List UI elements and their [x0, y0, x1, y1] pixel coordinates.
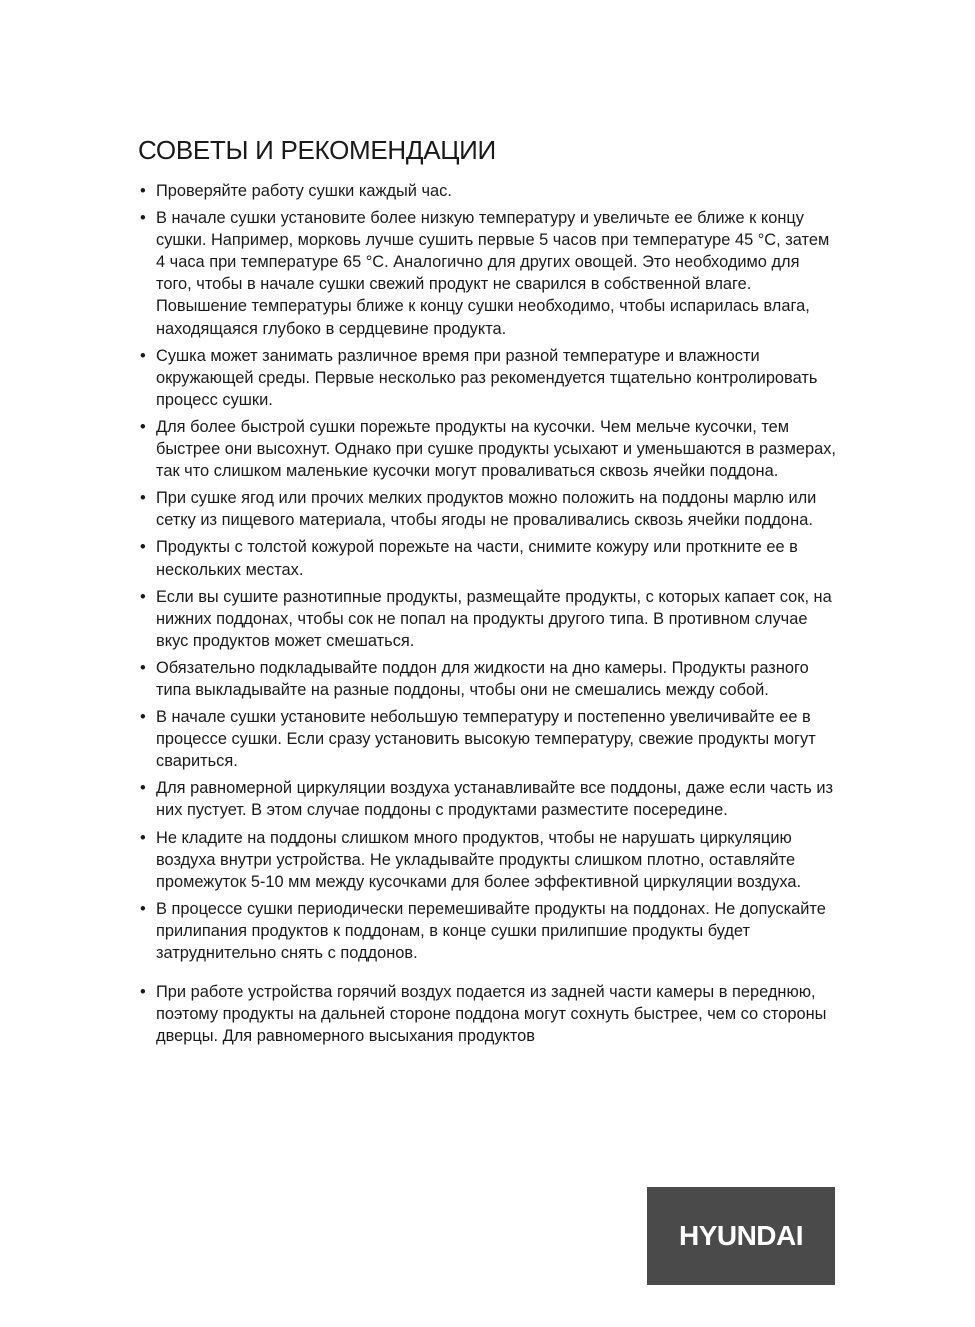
- tip-text: В начале сушки установите более низкую температуру и увеличьте ее ближе к концу сушки. Например, морковь лучше сушить первые 5 часов при температуре 45 °C, затем 4 часа при температуре 65 °C. Аналогично для других овощей. Это необходимо для того, чтобы в начале сушки свежий продукт не сварился в собственной влаге. Повышение температуры ближе к концу сушки необходимо, чтобы испарилась влага, находящаяся глубоко в сердцевине продукта.: [156, 209, 830, 338]
- tip-item: [138, 345, 838, 411]
- tip-item: [138, 827, 838, 893]
- bullet-icon: •: [140, 658, 146, 677]
- bullet-icon: •: [140, 489, 146, 508]
- tip-text: Обязательно подкладывайте поддон для жидкости на дно камеры. Продукты разного типа выкладывайте на разные поддоны, чтобы они не смешались между собой.: [156, 658, 809, 699]
- bullet-icon: •: [140, 417, 146, 436]
- bullet-icon: •: [140, 209, 146, 228]
- tip-text: Не кладите на поддоны слишком много продуктов, чтобы не нарушать циркуляцию воздуха внутри устройства. Не укладывайте продукты слишком плотно, оставляйте промежуток 5-10 мм между кусочками для более эффективной циркуляции воздуха.: [156, 828, 802, 891]
- tip-item: [138, 487, 838, 531]
- tip-item: [138, 981, 838, 1047]
- tip-text: Для более быстрой сушки порежьте продукты на кусочки. Чем мельче кусочки, тем быстрее они высохнут. Однако при сушке продукты усыхают и уменьшаются в размерах, так что слишком маленькие кусочки могут проваливаться сквозь ячейки поддона.: [156, 417, 836, 481]
- tip-item: [138, 536, 838, 580]
- tip-item: [138, 706, 838, 772]
- bullet-icon: •: [140, 346, 146, 365]
- bullet-icon: •: [140, 828, 146, 847]
- page-content: [138, 134, 838, 1052]
- bullet-icon: •: [140, 983, 146, 1002]
- bullet-icon: •: [140, 538, 146, 557]
- bullet-icon: •: [140, 587, 146, 606]
- bullet-icon: •: [140, 779, 146, 798]
- tip-text: В процессе сушки периодически перемешивайте продукты на поддонах. Не допускайте прилипания продуктов к поддонам, в конце сушки прилипшие продукты будет затруднительно снять с поддонов.: [156, 899, 826, 962]
- tip-item: [138, 777, 838, 821]
- bullet-icon: •: [140, 899, 146, 918]
- tip-text: В начале сушки установите небольшую температуру и постепенно увеличивайте ее в процессе сушки. Если сразу установить высокую температуру, свежие продукты могут свариться.: [156, 708, 816, 771]
- brand-logo: [647, 1187, 835, 1285]
- tip-item: [138, 586, 838, 652]
- tip-item: [138, 416, 838, 482]
- tip-text: Продукты с толстой кожурой порежьте на части, снимите кожуру или проткните ее в нескольких местах.: [156, 538, 798, 579]
- page-title: СОВЕТЫ И РЕКОМЕНДАЦИИ: [138, 135, 496, 165]
- tip-item: [138, 657, 838, 701]
- brand-logo-text: HYUNDAI: [678, 1220, 804, 1251]
- tip-item: [138, 898, 838, 964]
- bullet-icon: •: [140, 708, 146, 727]
- tip-text: При сушке ягод или прочих мелких продуктов можно положить на поддоны марлю или сетку из пищевого материала, чтобы ягоды не проваливались сквозь ячейки поддона.: [156, 489, 817, 530]
- tip-item: [138, 207, 838, 340]
- tip-text: Если вы сушите разнотипные продукты, размещайте продукты, с которых капает сок, на нижних поддонах, чтобы сок не попал на продукты другого типа. В противном случае вкус продуктов может смешаться.: [156, 587, 832, 650]
- tip-text: Сушка может занимать различное время при разной температуре и влажности окружающей среды. Первые несколько раз рекомендуется тщательно контролировать процесс сушки.: [156, 346, 818, 409]
- tip-item: [138, 180, 838, 202]
- tip-text: Для равномерной циркуляции воздуха устанавливайте все поддоны, даже если часть из них пустует. В этом случае поддоны с продуктами разместите посередине.: [156, 779, 834, 820]
- tip-text: Проверяйте работу сушки каждый час.: [156, 182, 452, 200]
- bullet-icon: •: [140, 182, 146, 200]
- tips-list: [138, 180, 838, 1047]
- tip-text: При работе устройства горячий воздух подается из задней части камеры в переднюю, поэтому продукты на дальней стороне поддона могут сохнуть быстрее, чем со стороны дверцы. Для равномерного высыхания продуктов: [156, 983, 827, 1046]
